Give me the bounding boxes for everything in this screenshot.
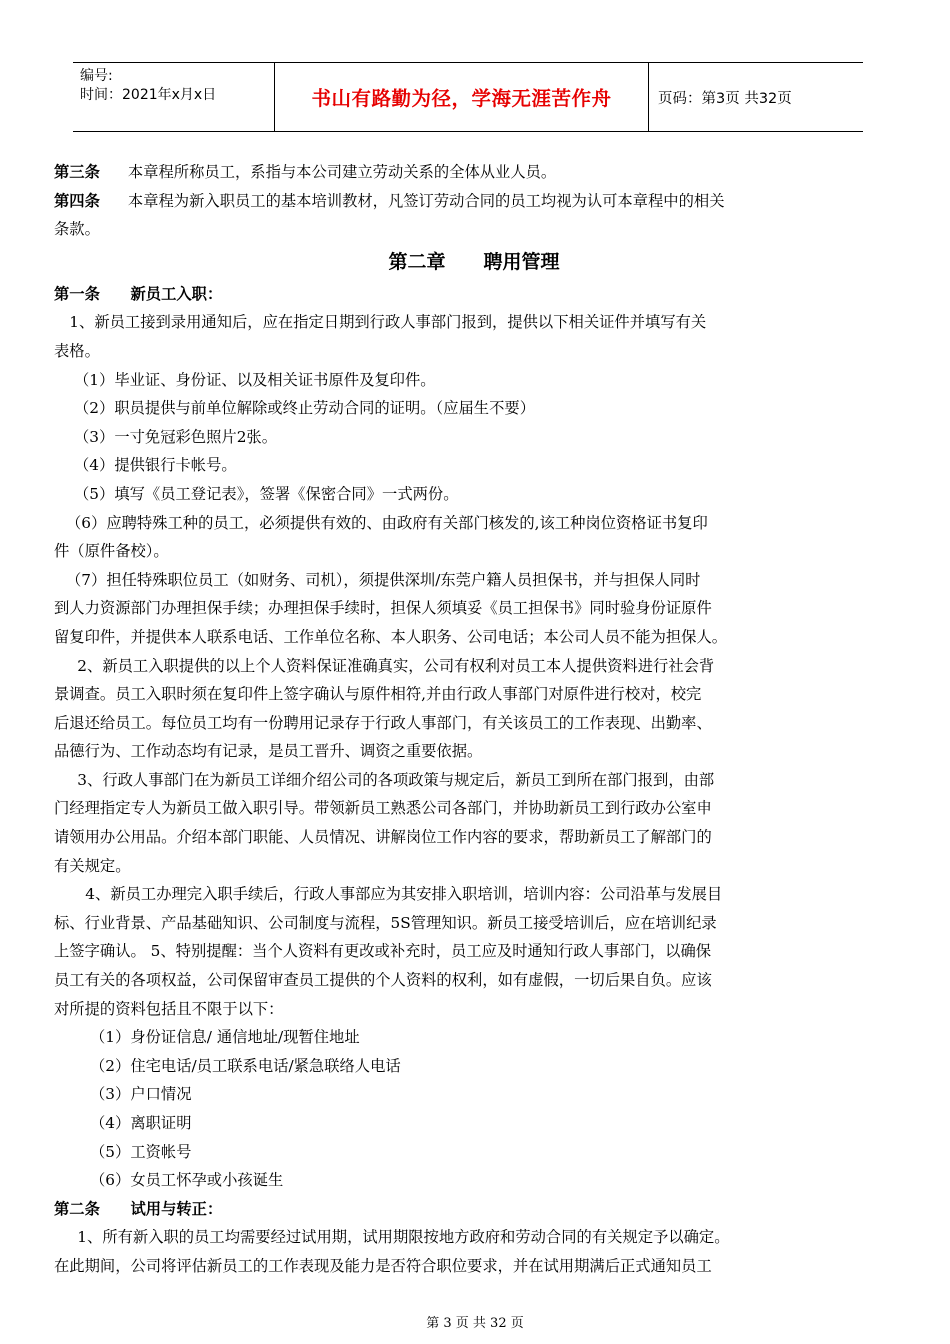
number-label: 编号: [80,68,113,84]
list-item: （6）女员工怀孕或小孩诞生 [90,1171,284,1190]
paragraph-line: 上签字确认。 5、特别提醒：当个人资料有更改或补充时，员工应及时通知行政人事部门，以确保 [54,942,712,961]
list-item: （3）一寸免冠彩色照片2张。 [74,427,278,446]
section-heading: 第一条 新员工入职： [54,284,223,303]
article-3 [54,158,894,187]
list-item: （4）提供银行卡帐号。 [74,456,237,475]
list-item: （4）离职证明 [90,1114,192,1132]
paragraph-line: 3、行政人事部门在为新员工详细介绍公司的各项政策与规定后，新员工到所在部门报到，由部 [62,770,715,789]
list-item: （1）毕业证、身份证、以及相关证书原件及复印件。 [74,370,436,389]
article-4 [54,187,894,216]
paragraph-line: 表格。 [54,341,100,360]
article-title: 第三条 [54,163,100,181]
paragraph-line: 后退还给员工。每位员工均有一份聘用记录存于行政人事部门，有关该员工的工作表现、出勤率、 [54,713,712,732]
document-body [54,158,894,1281]
paragraph-line: 条款。 [54,220,100,239]
paragraph-line: 对所提的资料包括且不限于以下： [54,999,284,1018]
paragraph-text: 本章程所称员工，系指与本公司建立劳动关系的全体从业人员。 [127,163,557,181]
chapter-heading: 第二章 聘用管理 [388,250,560,273]
document-header [73,62,863,132]
paragraph-line: 4、新员工办理完入职手续后，行政人事部应为其安排入职培训，培训内容：公司沿革与发展目 [70,885,723,904]
paragraph-line: 2、新员工入职提供的以上个人资料保证准确真实，公司有权利对员工本人提供资料进行社会背 [62,656,715,675]
list-item: （5）工资帐号 [90,1142,192,1161]
paragraph-line: 标、行业背景、产品基础知识、公司制度与流程，5S管理知识。新员工接受培训后，应在培训纪录 [54,913,717,932]
paragraph-line: 有关规定。 [54,856,131,875]
list-item: （2）职员提供与前单位解除或终止劳动合同的证明。（应届生不要） [74,399,535,418]
list-item: （3）户口情况 [90,1085,192,1104]
list-item: （5）填写《员工登记表》，签署《保密合同》一式两份。 [74,484,459,503]
paragraph-line: 景调查。员工入职时须在复印件上签字确认与原件相符,并由行政人事部门对原件进行校对，校完 [54,685,702,704]
list-item: （7）担任特殊职位员工（如财务、司机），须提供深圳/东莞户籍人员担保书，并与担保人同时 [66,570,701,589]
paragraph-line: 留复印件，并提供本人联系电话、工作单位名称、本人职务、公司电话；本公司人员不能为担保人。 [54,627,728,646]
header-meta-cell [73,63,275,131]
list-item: （2）住宅电话/员工联系电话/紧急联络人电话 [90,1056,401,1075]
paragraph-line: 门经理指定专人为新员工做入职引导。带领新员工熟悉公司各部门，并协助新员工到行政办公室申 [54,799,712,818]
list-item: 件（原件备校）。 [54,542,169,561]
list-item: （1）身份证信息/ 通信地址/现暂住地址 [90,1028,360,1047]
page-footer: 第 3 页 共 32 页 [426,1316,524,1331]
section-heading: 第二条 试用与转正： [54,1199,223,1218]
header-motto: 书山有路勤为径，学海无涯苦作舟 [275,63,649,131]
paragraph-line: 员工有关的各项权益，公司保留审查员工提供的个人资料的权利，如有虚假，一切后果自负。应该 [54,971,712,990]
paragraph-line: 在此期间，公司将评估新员工的工作表现及能力是否符合职位要求，并在试用期满后正式通知员工 [54,1256,712,1275]
time-label: 时间：2021年x月x日 [80,87,217,103]
paragraph-line: 请领用办公用品。介绍本部门职能、人员情况、讲解岗位工作内容的要求，帮助新员工了解部门的 [54,828,712,847]
paragraph-line: 1、所有新入职的员工均需要经过试用期，试用期限按地方政府和劳动合同的有关规定予以确定。 [62,1228,730,1247]
paragraph-text: 本章程为新入职员工的基本培训教材，凡签订劳动合同的员工均视为认可本章程中的相关 [127,191,725,210]
paragraph-line: 到人力资源部门办理担保手续；办理担保手续时，担保人须填妥《员工担保书》同时验身份证原件 [54,599,712,618]
article-title: 第四条 [54,191,100,210]
list-item: （6）应聘特殊工种的员工，必须提供有效的、由政府有关部门核发的,该工种岗位资格证书复印 [66,513,708,532]
paragraph-line: 1、新员工接到录用通知后，应在指定日期到行政人事部门报到，提供以下相关证件并填写有关 [54,313,707,332]
header-page-info: 页码：第3页 共32页 [658,90,792,107]
paragraph-line: 品德行为、工作动态均有记录，是员工晋升、调资之重要依据。 [54,742,483,761]
